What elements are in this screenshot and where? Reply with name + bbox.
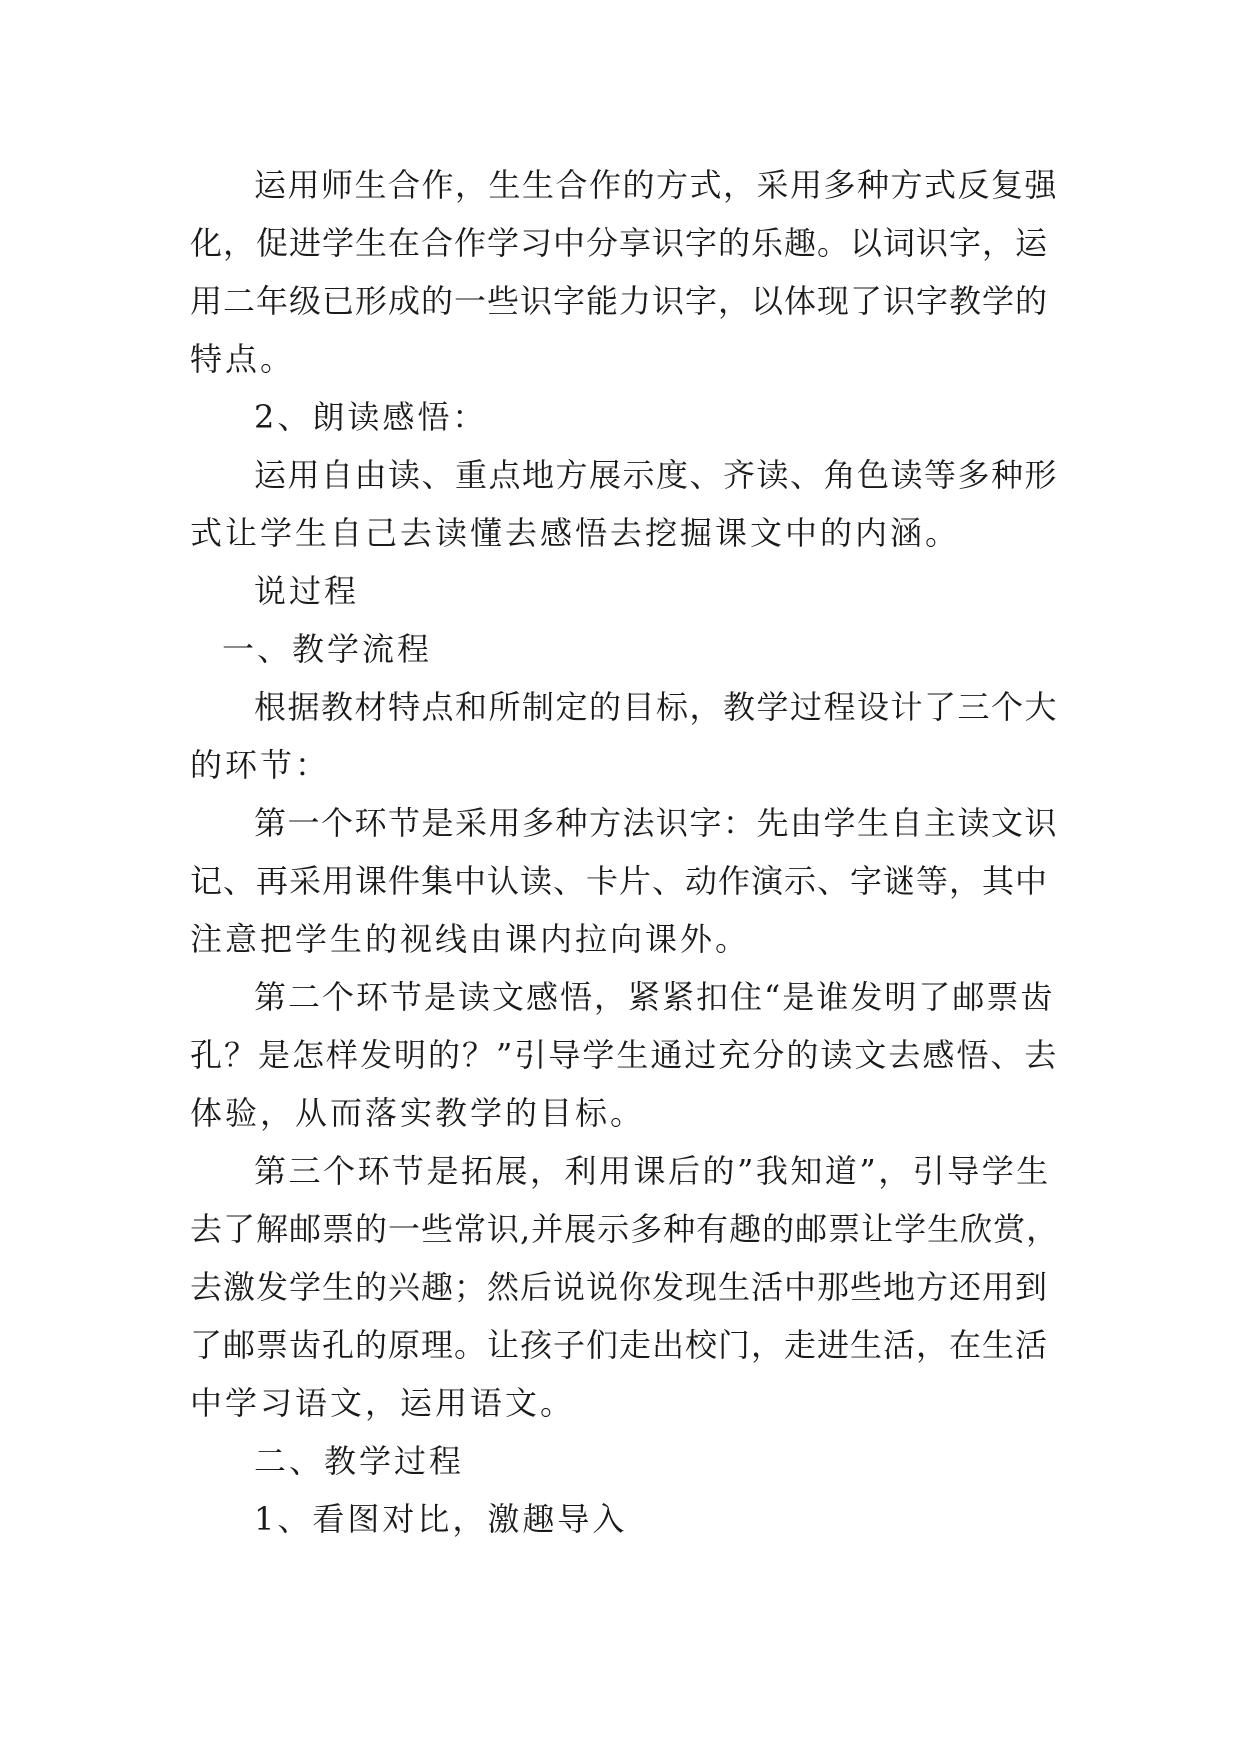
- paragraph-line: 孔？是怎样发明的？”引导学生通过充分的读文去感悟、去: [190, 1036, 1059, 1074]
- paragraph-line: 去了解邮票的一些常识,并展示多种有趣的邮票让学生欣赏，: [190, 1210, 1060, 1248]
- paragraph-line: 记、再采用课件集中认读、卡片、动作演示、字谜等，其中: [190, 862, 1049, 900]
- section-heading: 二、教学过程: [254, 1442, 465, 1480]
- section-heading: 一、教学流程: [222, 630, 433, 668]
- paragraph-line: 式让学生自己去读懂去感悟去挖掘课文中的内涵。: [190, 514, 961, 552]
- paragraph-line: 注意把学生的视线由课内拉向课外。: [190, 920, 751, 958]
- paragraph-line: 第三个环节是拓展，利用课后的”我知道”，引导学生: [254, 1152, 1051, 1190]
- paragraph-line: 根据教材特点和所制定的目标，教学过程设计了三个大: [254, 688, 1059, 726]
- section-heading: 说过程: [254, 572, 360, 610]
- paragraph-line: 用二年级已形成的一些识字能力识字，以体现了识字教学的: [190, 282, 1049, 320]
- paragraph-line: 运用师生合作，生生合作的方式，采用多种方式反复强: [254, 166, 1059, 204]
- paragraph-line: 中学习语文，运用语文。: [190, 1384, 576, 1422]
- paragraph-line: 了邮票齿孔的原理。让孩子们走出校门，走进生活，在生活: [190, 1326, 1049, 1364]
- paragraph-line: 特点。: [190, 340, 296, 378]
- paragraph-line: 第一个环节是采用多种方法识字：先由学生自主读文识: [254, 804, 1059, 842]
- paragraph-line: 体验，从而落实教学的目标。: [190, 1094, 646, 1132]
- paragraph-line: 去激发学生的兴趣；然后说说你发现生活中那些地方还用到: [190, 1268, 1049, 1306]
- paragraph-line: 化，促进学生在合作学习中分享识字的乐趣。以词识字，运: [190, 224, 1049, 262]
- paragraph-line: 运用自由读、重点地方展示度、齐读、角色读等多种形: [254, 456, 1059, 494]
- section-heading: 1、看图对比，激趣导入: [254, 1500, 628, 1538]
- paragraph-line: 第二个环节是读文感悟，紧紧扣住“是谁发明了邮票齿: [254, 978, 1055, 1016]
- section-heading: 2、朗读感悟：: [254, 398, 488, 436]
- paragraph-line: 的环节：: [190, 746, 331, 784]
